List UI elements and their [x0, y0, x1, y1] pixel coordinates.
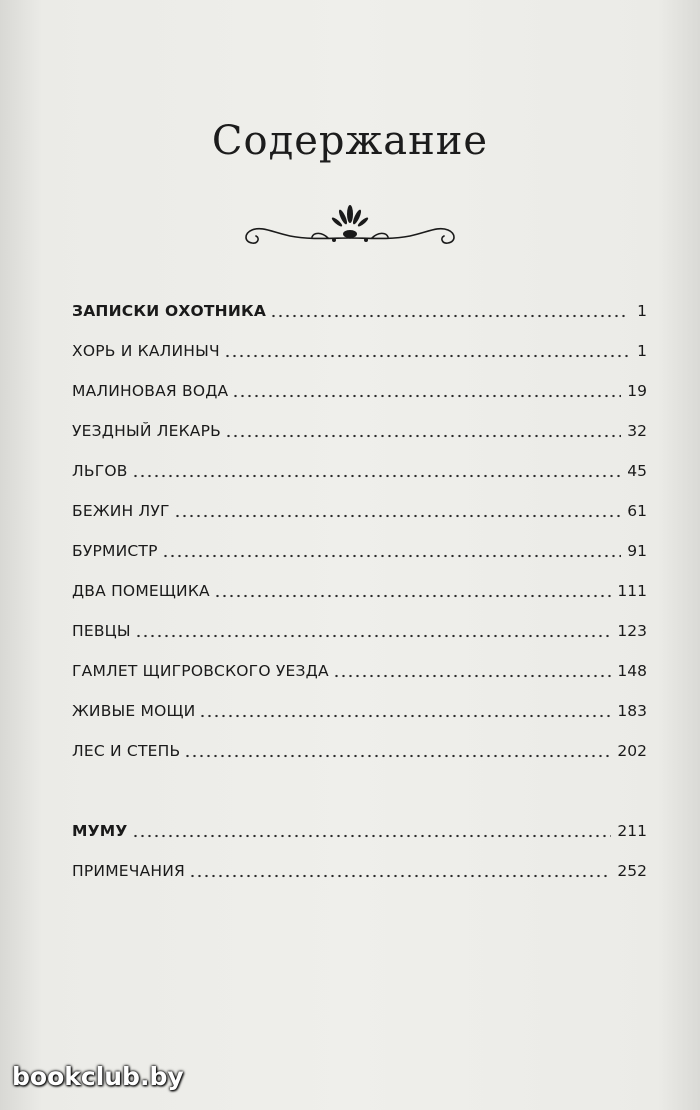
dot-leader — [184, 754, 611, 758]
toc-entry-title: БУРМИСТР — [72, 542, 158, 560]
dot-leader — [174, 514, 622, 518]
toc-entry-page: 148 — [617, 662, 647, 680]
toc-entry-title: ХОРЬ И КАЛИНЫЧ — [72, 342, 220, 360]
toc-entry[interactable] — [72, 456, 647, 480]
toc-entry-page: 45 — [627, 462, 647, 480]
ornament-divider-icon — [238, 202, 462, 250]
toc-entry-page: 61 — [627, 502, 647, 520]
toc-entry[interactable] — [72, 576, 647, 600]
toc-entry-title: ЖИВЫЕ МОЩИ — [72, 702, 196, 720]
dot-leader — [162, 554, 622, 558]
toc-entry-title: ДВА ПОМЕЩИКА — [72, 582, 210, 600]
dot-leader — [333, 674, 612, 678]
toc-entry-page: 1 — [637, 342, 647, 360]
toc-entry-title: ПЕВЦЫ — [72, 622, 131, 640]
toc-entry-page: 32 — [627, 422, 647, 440]
toc-entry-page: 183 — [617, 702, 647, 720]
toc-entry[interactable] — [72, 856, 647, 880]
toc-entry-title: ГАМЛЕТ ЩИГРОВСКОГО УЕЗДА — [72, 662, 329, 680]
toc-entry[interactable] — [72, 536, 647, 560]
toc-entry-page: 111 — [617, 582, 647, 600]
dot-leader — [199, 714, 611, 718]
toc-entry-title: ЛЬГОВ — [72, 462, 128, 480]
toc-entry-title: БЕЖИН ЛУГ — [72, 502, 170, 520]
toc-entry-page: 202 — [617, 742, 647, 760]
dot-leader — [270, 314, 629, 318]
toc-entry-page: 91 — [627, 542, 647, 560]
toc-entry[interactable] — [72, 496, 647, 520]
toc-entry[interactable] — [72, 656, 647, 680]
toc-entry[interactable] — [72, 816, 647, 840]
toc-entry[interactable] — [72, 736, 647, 760]
toc-entry-title: ЗАПИСКИ ОХОТНИКА — [72, 302, 267, 320]
toc-entry-title: МАЛИНОВАЯ ВОДА — [72, 382, 229, 400]
dot-leader — [132, 474, 622, 478]
dot-leader — [132, 834, 612, 838]
toc-entry-page: 252 — [617, 862, 647, 880]
toc-entry-title: УЕЗДНЫЙ ЛЕКАРЬ — [72, 422, 221, 440]
dot-leader — [189, 874, 611, 878]
page-title: Содержание — [211, 118, 489, 164]
dot-leader — [135, 634, 612, 638]
toc-entry-title: ПРИМЕЧАНИЯ — [72, 862, 186, 880]
toc-entry-title: МУМУ — [72, 822, 128, 840]
toc-entry-page: 1 — [637, 302, 647, 320]
toc-entry[interactable] — [72, 616, 647, 640]
toc-entry[interactable] — [72, 696, 647, 720]
dot-leader — [232, 394, 621, 398]
toc-entry-title: ЛЕС И СТЕПЬ — [72, 742, 181, 760]
dot-leader — [225, 434, 621, 438]
site-watermark: bookclub.by — [12, 1062, 184, 1091]
dot-leader — [224, 354, 629, 358]
toc-entry[interactable] — [72, 336, 647, 360]
toc-entry[interactable] — [72, 376, 647, 400]
toc-entry-page: 123 — [617, 622, 647, 640]
dot-leader — [214, 594, 612, 598]
toc-entry[interactable] — [72, 416, 647, 440]
toc-entry[interactable] — [72, 296, 647, 320]
toc-entry-page: 19 — [627, 382, 647, 400]
toc-entry-page: 211 — [617, 822, 647, 840]
